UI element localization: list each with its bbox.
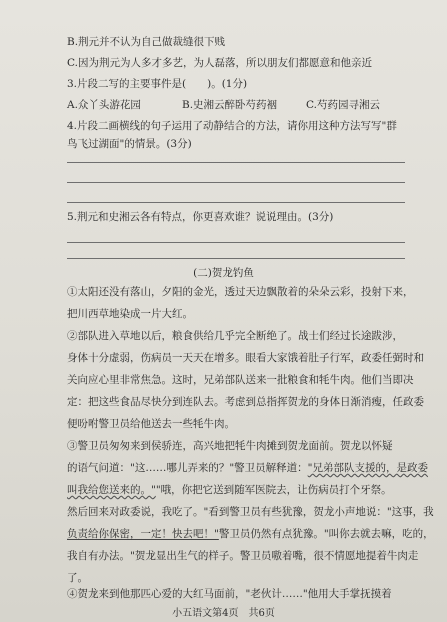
passage-paragraph-2 xyxy=(67,325,424,435)
question-option-b: B.荆元并不认为自己做裁缝很下贱 xyxy=(67,36,226,48)
text-line xyxy=(67,457,429,479)
underlined-text: 叫我给您送来的。" xyxy=(67,484,156,496)
underlined-text: "兄弟部队支援的，是政委 xyxy=(307,462,429,474)
passage-paragraph-3 xyxy=(67,435,434,589)
text-line: 身体十分虚弱，伤病员一天天在增多。眼看大家饿着肚子行军，政委任弼时和 xyxy=(67,352,424,364)
question-4-line-1: 4.片段二画横线的句子运用了动静结合的方法，请你用这种方法写写"群 xyxy=(67,120,397,132)
question-3-option-a: A.众丫头游花园 xyxy=(67,99,141,111)
text-line: 关向应心里非常焦急。这时，兄弟部队送来一批粮食和牦牛肉。他们当即决 xyxy=(67,374,414,386)
answer-line[interactable] xyxy=(67,242,405,243)
text-segment: 的语气问道："这……哪儿弄来的？"警卫员解释道： xyxy=(67,462,308,474)
question-5: 5.荆元和史湘云各有特点，你更喜欢谁？说说理由。(3分) xyxy=(67,211,334,223)
text-line: 定：把这些食品尽快分到连队去。考虑到总指挥贺龙的身体日渐消瘦，任政委 xyxy=(67,396,424,408)
text-line xyxy=(67,479,407,501)
text-segment: "哦，你把它送到随军医院去，让伤病员打个牙祭。 xyxy=(155,484,392,496)
text-line: ②部队进入草地以后，粮食供给几乎完全断绝了。战士们经过长途跋涉， xyxy=(67,330,403,342)
passage-title: (二)贺龙钓鱼 xyxy=(193,267,254,279)
text-line: 把川西草地染成一片大红。 xyxy=(67,308,193,320)
text-segment: 警卫员仍然有点犹豫。"叫你去就去嘛，吃的， xyxy=(218,528,434,540)
passage-paragraph-1 xyxy=(67,281,414,325)
text-line: 我自有办法。"贺龙显出生气的样子。警卫员嗷着嘴，很不情愿地提着牛肉走 xyxy=(67,550,419,562)
question-3: 3.片段二写的主要事件是( )。(1分) xyxy=(67,78,248,90)
text-line: 然后回来对政委说，我吃了。"看到警卫员有些犹豫，贺龙小声地说："这事，我 xyxy=(67,506,434,518)
question-4-line-2: 鸟飞过湖面"的情景。(3分) xyxy=(67,138,192,150)
text-line: ③警卫员匆匆来到侯骄连，高兴地把牦牛肉摊到贺龙面前。贺龙以怀疑 xyxy=(67,440,393,452)
answer-line[interactable] xyxy=(67,202,405,203)
text-line xyxy=(67,523,434,545)
question-option-c: C.因为荆元为人多才多艺，为人磊落，所以朋友们都愿意和他亲近 xyxy=(67,57,372,69)
answer-line[interactable] xyxy=(67,258,405,259)
text-line: ④贺龙来到他那匹心爱的大红马面前，"老伙计……"他用大手掌抚摸着 xyxy=(67,588,392,600)
text-line: ①太阳还没有落山，夕阳的金光，透过天边飘散着的朵朵云彩，投射下来， xyxy=(67,286,414,298)
passage-paragraph-4 xyxy=(67,583,407,605)
page-footer: 小五语文第4页 共6页 xyxy=(172,608,275,619)
question-3-option-c: C.芍药园寻湘云 xyxy=(306,99,380,111)
text-line: 便吩咐警卫员给他送去一些牦牛肉。 xyxy=(67,418,235,430)
question-3-option-b: B.史湘云醉卧芍药裀 xyxy=(182,99,278,111)
text-line: 了。 xyxy=(67,572,88,584)
underlined-text: 负责给你保密，一定！快去吧！" xyxy=(67,528,219,540)
answer-line[interactable] xyxy=(67,182,405,183)
answer-line[interactable] xyxy=(67,162,405,163)
